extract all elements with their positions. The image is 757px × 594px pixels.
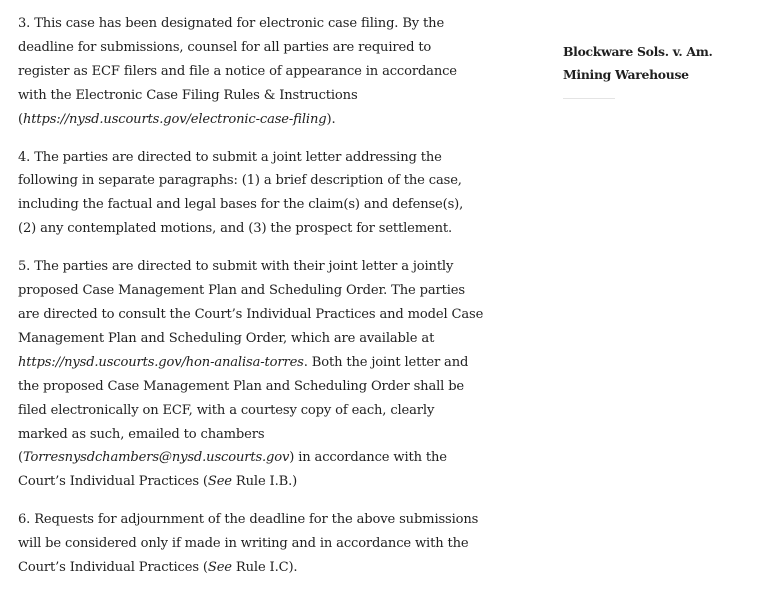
paragraph-5 <box>18 255 484 494</box>
see-signal: See <box>207 560 232 576</box>
paragraph-text: 4. The parties are directed to submit a joint letter addressing the following in separate paragraphs: (1) a brief description of the case, including the factual and legal bases for the claim(s) and defense(s), (2) any contemplated motions, and (3) the prospect for settlement. <box>18 149 464 237</box>
paragraph-text: 3. This case has been designated for electronic case filing. By the deadline for submissions, counsel for all parties are required to register as ECF filers and file a notice of appearance in accordance with the Electronic Case Filing Rules & Instructions ( <box>18 16 457 127</box>
paragraph-4 <box>18 146 484 242</box>
paragraph-text: 5. The parties are directed to submit with their joint letter a jointly proposed Case Management Plan and Scheduling Order. The parties are directed to consult the Court’s Individual Practices and model Case Management Plan and Scheduling Order, which are available at <box>18 259 484 346</box>
paragraph-text: Rule I.B.) <box>231 474 298 490</box>
case-sidebar <box>563 40 753 99</box>
paragraph-text: ). <box>326 111 336 127</box>
paragraph-6 <box>18 508 484 580</box>
sidebar-divider <box>563 98 615 99</box>
court-url-text: https://nysd.uscourts.gov/hon-analisa-torres <box>18 354 304 370</box>
see-signal: See <box>207 474 232 490</box>
chambers-email-text: Torresnysdchambers@nysd.uscourts.gov <box>22 450 290 466</box>
paragraph-text: 6. Requests for adjournment of the deadline for the above submissions will be considered only if made in writing and in accordance with the Court’s Individual Practices ( <box>18 512 479 576</box>
paragraph-text: ) in accordance with the Court’s Individual Practices ( <box>18 450 447 490</box>
case-title[interactable]: Blockware Sols. v. Am. Mining Warehouse <box>563 44 713 82</box>
opinion-body <box>18 12 484 594</box>
paragraph-text: Rule I.C). <box>231 560 298 576</box>
paragraph-3 <box>18 12 484 132</box>
ecf-url-text: https://nysd.uscourts.gov/electronic-case-filing <box>22 111 327 127</box>
paragraph-text: . Both the joint letter and the proposed Case Management Plan and Scheduling Order shall be filed electronically on ECF, with a courtesy copy of each, clearly marked as such, emailed to chambers ( <box>18 354 469 466</box>
